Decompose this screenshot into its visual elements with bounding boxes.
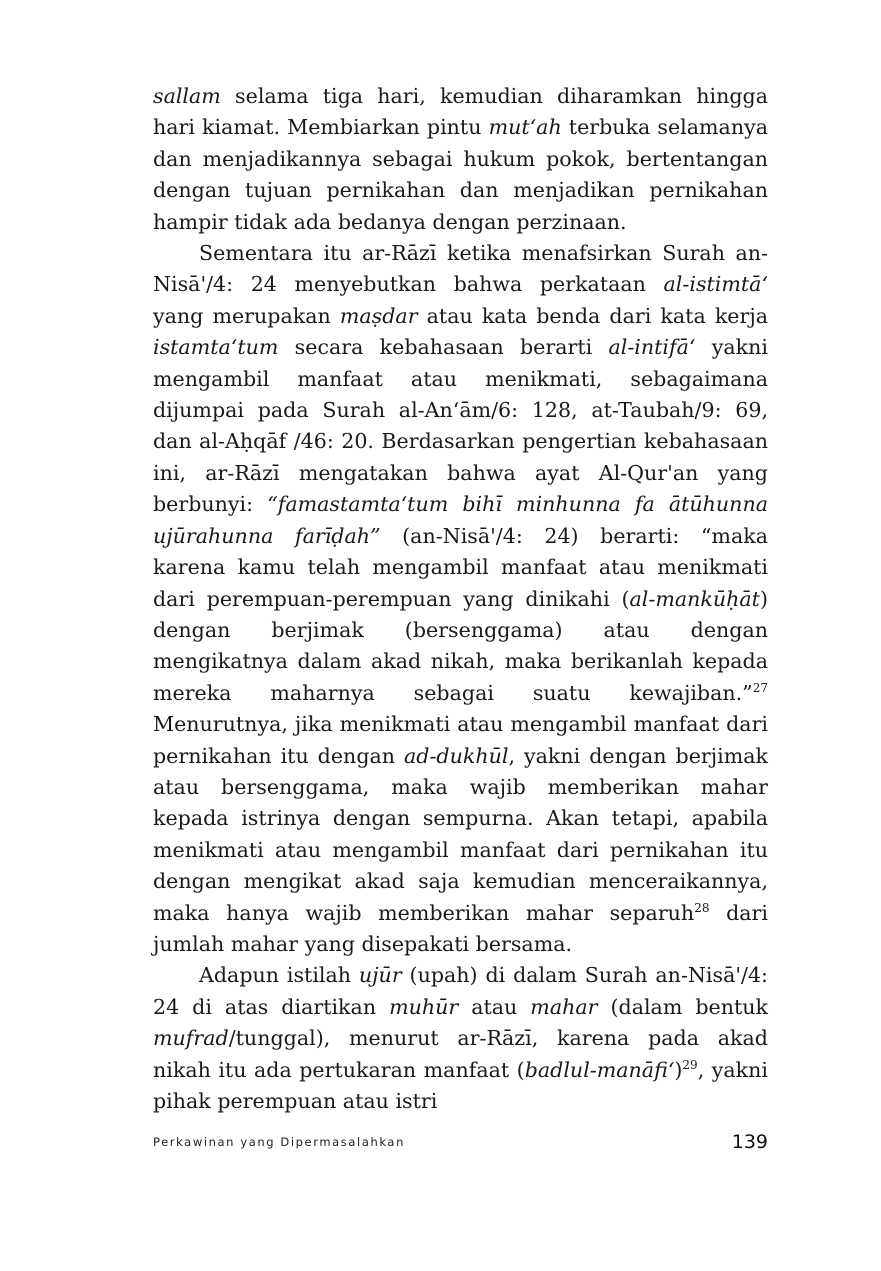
footnote-ref: 29: [682, 1057, 698, 1072]
text-run: , yakni dengan berjimak atau bersenggama, maka wajib memberikan mahar kepada istrinya dengan sempurna. Akan tetapi, apabila menikmati atau mengambil manfaat dari pernikahan itu dengan mengikat akad saja kemudian menceraikannya, maka hanya wajib memberikan mahar separuh: [153, 743, 768, 925]
text-run: atau kata benda dari kata kerja: [417, 303, 768, 328]
paragraph-3: [153, 960, 768, 1117]
italic-term: al-intifā‘: [608, 335, 696, 360]
italic-term: ujūr: [358, 963, 402, 988]
italic-term: muhūr: [389, 994, 459, 1019]
text-run: Menurutnya, jika menikmati atau mengambil manfaat dari pernikahan itu dengan: [153, 712, 768, 768]
paragraph-1: [153, 81, 768, 238]
italic-term: ad-dukhūl: [404, 743, 509, 768]
paragraph-2: [153, 238, 768, 960]
text-run: Sementara itu ar-Rāzī ketika menafsirkan Surah an-Nisā'/4: 24 menyebutkan bahwa perkataan: [153, 241, 768, 297]
text-run: (dalam bentuk: [597, 994, 768, 1019]
italic-term: al-mankūḥāt: [629, 586, 760, 611]
footnote-ref: 28: [694, 900, 710, 915]
text-run: /tunggal), menurut ar-Rāzī, karena pada akad nikah itu ada pertukaran manfaat (: [153, 1026, 768, 1082]
text-run: yakni mengambil manfaat atau menikmati, sebagaimana dijumpai pada Surah al-An‘ām/6: 128, at-Taubah/9: 69, dan al-Aḥqāf /46: 20. Berdasarkan pengertian kebahasaan ini, ar-Rāzī mengatakan bahwa ayat Al-Qur'an yang berbunyi:: [153, 335, 768, 517]
text-run: (upah) di dalam Surah an-Nisā'/4: 24 di atas diartikan: [153, 963, 768, 1019]
text-run: Adapun istilah: [199, 963, 359, 988]
text-run: (an-Nisā'/4: 24) berarti: “maka karena kamu telah mengambil manfaat atau menikmati dari perempuan-perempuan yang dinikahi (: [153, 523, 768, 611]
text-run: ) dengan berjimak (bersenggama) atau dengan mengikatnya dalam akad nikah, maka berikanlah kepada mereka maharnya sebagai suatu kewajiban.”: [153, 586, 768, 705]
text-run: terbuka selamanya dan menjadikannya sebagai hukum pokok, bertentangan dengan tujuan pernikahan dan menjadikan pernikahan hampir tidak ada bedanya dengan perzinaan.: [153, 115, 768, 234]
page-number: 139: [731, 1131, 768, 1153]
text-run: dari jumlah mahar yang disepakati bersama.: [153, 900, 768, 956]
italic-term: “famastamta‘tum bihī minhunna fa ātūhunna ujūrahunna farīḍah”: [153, 492, 768, 548]
italic-term: mufrad: [153, 1026, 229, 1051]
italic-term: maṣdar: [339, 303, 418, 328]
text-run: selama tiga hari, kemudian diharamkan hingga hari kiamat. Membiarkan pintu: [153, 84, 768, 140]
text-run: , yakni pihak perempuan atau istri: [153, 1057, 768, 1113]
italic-term: al-istimtā‘: [663, 272, 768, 297]
footnote-ref: 27: [752, 680, 768, 695]
italic-term: badlul-manāfi‘: [524, 1057, 675, 1082]
running-title: Perkawinan yang Dipermasalahkan: [153, 1135, 405, 1149]
italic-term: sallam: [153, 84, 221, 108]
text-run: yang merupakan: [153, 303, 340, 328]
italic-term: istamta‘tum: [153, 335, 279, 360]
italic-term: mut‘ah: [488, 115, 562, 140]
text-run: atau: [458, 994, 531, 1019]
text-run: ): [674, 1057, 683, 1082]
text-run: secara kebahasaan berarti: [278, 335, 609, 360]
body-text: [153, 81, 768, 1117]
italic-term: mahar: [530, 994, 598, 1019]
